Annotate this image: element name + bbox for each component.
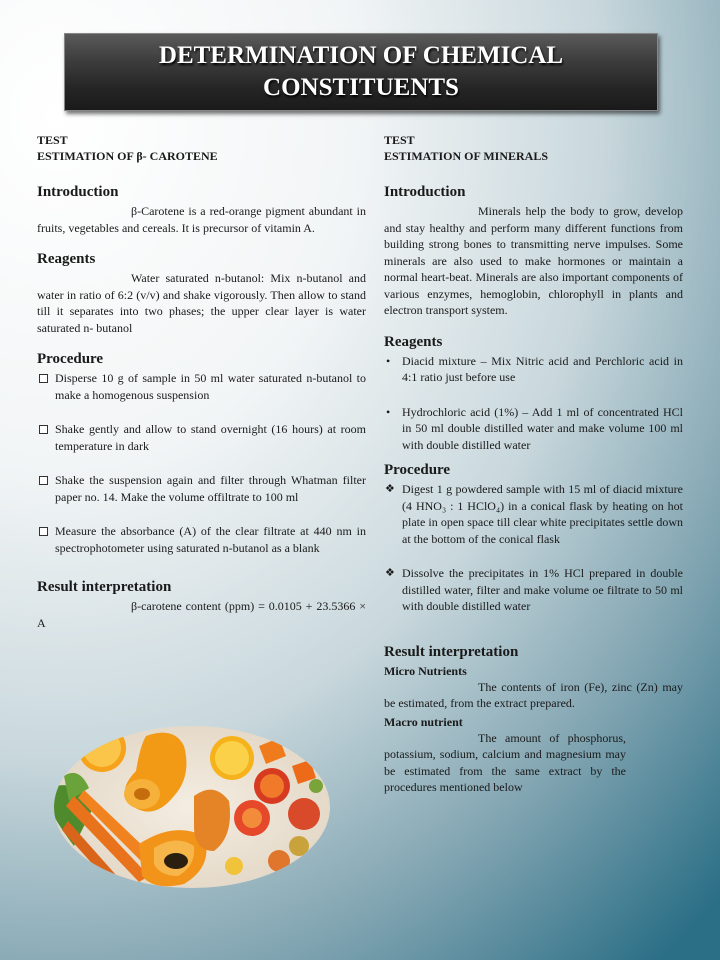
section-heading-result: Result interpretation bbox=[384, 643, 519, 660]
macro-nutrient-heading: Macro nutrient bbox=[384, 714, 463, 729]
reagents-text: Water saturated n-butanol: Mix n-butanol and water in ratio of 6:2 (v/v) and shake vigorously. Then allow to stand till it separates into two phases; the upper clear layer is water saturated n- butanol bbox=[37, 271, 366, 335]
section-heading-reagents: Reagents bbox=[384, 333, 443, 350]
fruits-vegetables-image bbox=[54, 726, 330, 888]
procedure-step: Shake the suspension again and filter through Whatman filter paper no. 14. Make the volume offiltrate to 100 ml bbox=[37, 472, 366, 505]
procedure-step: Measure the absorbance (A) of the clear filtrate at 440 nm in spectrophotometer using saturated n-butanol as a blank bbox=[37, 523, 366, 556]
test-label: TEST bbox=[37, 133, 68, 147]
introduction-text: β-Carotene is a red-orange pigment abundant in fruits, vegetables and cereals. It is precursor of vitamin A. bbox=[37, 204, 366, 235]
result-formula: β-carotene content (ppm) = 0.0105 + 23.5366 × A bbox=[37, 599, 366, 630]
left-column bbox=[37, 132, 366, 631]
reagents-list bbox=[384, 353, 683, 454]
reagent-item: • Diacid mixture – Mix Nitric acid and Perchloric acid in 4:1 ratio just before use bbox=[384, 353, 683, 386]
procedure-step: Shake gently and allow to stand overnight (16 hours) at room temperature in dark bbox=[37, 421, 366, 454]
micro-nutrients-text: The contents of iron (Fe), zinc (Zn) may be estimated, from the extract prepared. bbox=[384, 679, 683, 710]
procedure-step: Disperse 10 g of sample in 50 ml water saturated n-butanol to make a homogenous suspension bbox=[37, 370, 366, 403]
test-name: ESTIMATION OF MINERALS bbox=[384, 149, 549, 163]
procedure-list bbox=[384, 481, 683, 615]
section-heading-introduction: Introduction bbox=[384, 184, 466, 200]
procedure-list bbox=[37, 370, 366, 556]
test-label: TEST bbox=[384, 133, 415, 147]
page-title: DETERMINATION OF CHEMICAL CONSTITUENTS bbox=[158, 42, 564, 101]
section-heading-introduction: Introduction bbox=[37, 184, 119, 200]
test-name: ESTIMATION OF β- CAROTENE bbox=[37, 149, 218, 163]
title-banner bbox=[64, 33, 658, 111]
right-column bbox=[384, 132, 683, 796]
section-heading-procedure: Procedure bbox=[384, 462, 451, 478]
section-heading-result: Result interpretation bbox=[37, 579, 172, 595]
macro-nutrient-text: The amount of phosphorus, potassium, sodium, calcium and magnesium may be estimated from the same extract by the procedures mentioned below bbox=[384, 730, 626, 794]
procedure-step: ❖ Digest 1 g powdered sample with 15 ml of diacid mixture (4 HNO₃ : 1 HClO₄) in a conical flask by heating on hot plate in open space till clear white precipitates settle down at the bottom of the conical flask bbox=[384, 481, 683, 547]
reagent-item: • Hydrochloric acid (1%) – Add 1 ml of concentrated HCl in 50 ml double distilled water and make volume 100 ml with double distilled water bbox=[384, 404, 683, 454]
procedure-step: ❖ Dissolve the precipitates in 1% HCl prepared in double distilled water, filter and make volume oe filtrate to 50 ml with double distilled water bbox=[384, 565, 683, 615]
micro-nutrients-heading: Micro Nutrients bbox=[384, 663, 467, 678]
section-heading-reagents: Reagents bbox=[37, 251, 96, 267]
section-heading-procedure: Procedure bbox=[37, 351, 104, 367]
introduction-text: Minerals help the body to grow, develop and stay healthy and perform many different functions from building strong bones to transmitting nerve impulses. Some minerals are also used to make hormones or maintain a normal heart-beat. Minerals are also important components of various enzymes, hemoglobin, chlorophyll in plants and electron transport system. bbox=[384, 204, 683, 317]
